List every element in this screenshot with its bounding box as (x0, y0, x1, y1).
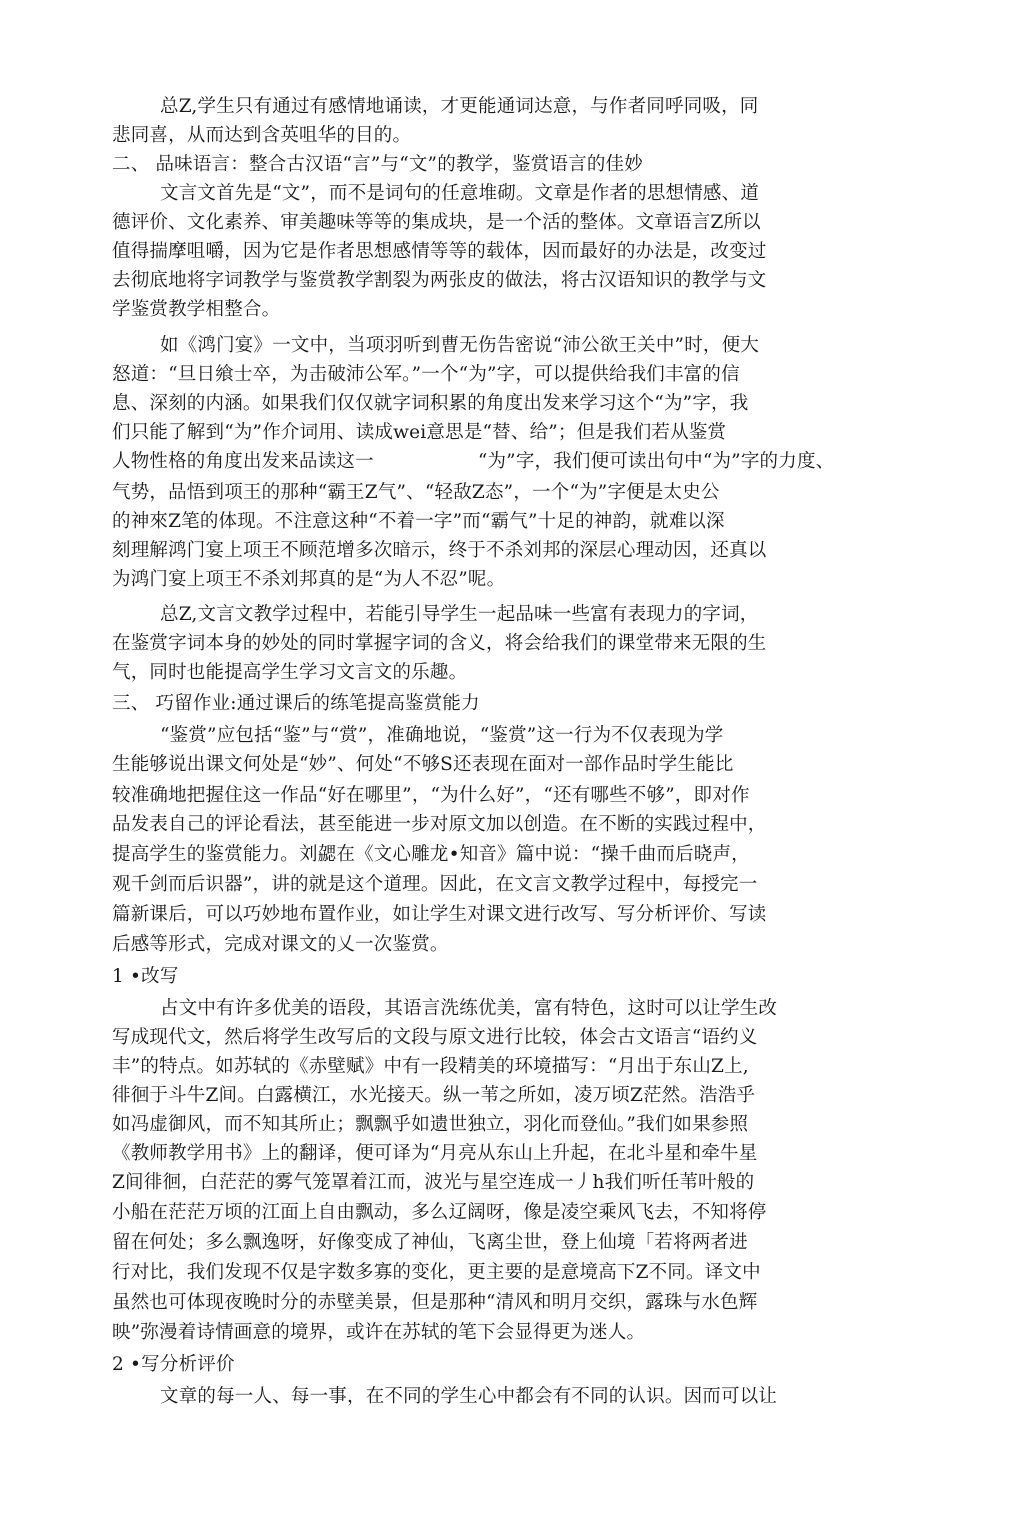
paragraph-line: 去彻底地将字词教学与鉴赏教学割裂为两张皮的做法，将古汉语知识的教学与文 (112, 270, 767, 291)
paragraph-line: 小船在茫茫万顷的江面上自由飘动，多么辽阔呀，像是凌空乘风飞去，不知将停 (112, 1202, 767, 1223)
paragraph-line: 怒道：“旦日飨士卒，为击破沛公军。”一个“为”字，可以提供给我们丰富的信 (112, 364, 740, 385)
paragraph-line: 德评价、文化素养、审美趣味等等的集成块，是一个活的整体。文章语言Z所以 (112, 212, 761, 233)
paragraph-line: 丰”的特点。如苏轼的《赤壁赋》中有一段精美的环境描写：“月出于东山Z上, (112, 1056, 749, 1077)
paragraph-line: 的神來Z笔的体现。不注意这种“不着一字”而“霸气”十足的神韵，就难以深 (112, 511, 725, 532)
paragraph-line: 《教师教学用书》上的翻译，便可译为“月亮从东山上升起，在北斗星和牵牛星 (112, 1143, 758, 1164)
subsection-heading: 1 •改写 (112, 966, 179, 987)
paragraph-line: 品发表自己的评论看法，甚至能进一步对原文加以创造。在不断的实践过程中， (112, 814, 767, 835)
paragraph-line: 行对比，我们发现不仅是字数多寡的变化，更主要的是意境高下Z不同。译文中 (112, 1262, 761, 1283)
paragraph-line: 后感等形式，完成对课文的乂一次鉴赏。 (112, 934, 449, 955)
paragraph-line: 总Z,文言文教学过程中，若能引导学生一起品味一些富有表现力的字词， (160, 604, 759, 625)
paragraph-line: 刻理解鸿门宴上项王不顾范增多次暗示，终于不杀刘邦的深层心理动因，还真以 (112, 540, 767, 561)
paragraph-line: 为鸿门宴上项王不杀刘邦真的是“为人不忍”呢。 (112, 569, 506, 590)
paragraph-line: 学鉴赏教学相整合。 (112, 299, 281, 320)
paragraph-line: 写成现代文，然后将学生改写后的文段与原文进行比较，体会古文语言“语约义 (112, 1027, 758, 1048)
paragraph-line: 值得揣摩咀嚼，因为它是作者思想感情等等的载体，因而最好的办法是，改变过 (112, 241, 767, 262)
paragraph-line: 观千剑而后识器”，讲的就是这个道理。因此，在文言文教学过程中，每授完一 (112, 874, 758, 895)
paragraph-line: 徘徊于斗牛Z间。白露横江，水光接天。纵一苇之所如，凌万顷Z茫然。浩浩乎 (112, 1085, 756, 1106)
paragraph-line: 映”弥漫着诗情画意的境界，或许在苏轼的笔下会显得更为迷人。 (112, 1322, 646, 1343)
paragraph-line: 占文中有许多优美的语段，其语言洗练优美，富有特色，这时可以让学生改 (160, 998, 778, 1019)
paragraph-line: “鉴赏”应包括“鉴”与“赏”，准确地说，“鉴赏”这一行为不仅表现为学 (160, 725, 724, 746)
paragraph-line: 如《鸿门宴》一文中，当项羽听到曹无伤告密说“沛公欲王关中”时，便大 (160, 335, 760, 356)
paragraph-line: 在鉴赏字词本身的妙处的同时掌握字词的含义，将会给我们的课堂带来无限的生 (112, 633, 767, 654)
paragraph-line: 虽然也可体现夜晚时分的赤壁美景，但是那种“清风和明月交织，露珠与水色辉 (112, 1292, 758, 1313)
paragraph-line: 总Z,学生只有通过有感情地诵读，才更能通词达意，与作者同呼同吸，同 (160, 96, 759, 117)
paragraph-line-head: 人物性格的角度出发来品读这一 (112, 451, 374, 472)
paragraph-line: 如冯虚御风，而不知其所止；飘飘乎如遗世独立，羽化而登仙。”我们如果参照 (112, 1114, 749, 1135)
paragraph-line: 气，同时也能提高学生学习文言文的乐趣。 (112, 662, 468, 683)
section-heading: 二、 品味语言：整合古汉语“言”与“文”的教学，鉴赏语言的佳妙 (112, 154, 643, 175)
paragraph-line: 悲同喜，从而达到含英咀华的目的。 (112, 125, 412, 146)
paragraph-line: 们只能了解到“为”作介词用、读成wei意思是“替、给”；但是我们若从鉴赏 (112, 422, 727, 443)
paragraph-line (112, 449, 834, 475)
paragraph-line: 文章的每一人、每一事，在不同的学生心中都会有不同的认识。因而可以让 (160, 1386, 778, 1407)
paragraph-line: 较准确地把握住这一作品“好在哪里”，“为什么好”，“还有哪些不够”，即对作 (112, 785, 750, 806)
paragraph-line-tail: “为”字，我们便可读出句中“为”字的力度、 (477, 451, 835, 472)
paragraph-line: 气势，品悟到项王的那种“霸王Z气”、“轻敌Z态”，一个“为”字便是太史公 (112, 482, 720, 503)
paragraph-line: 篇新课后，可以巧妙地布置作业，如让学生对课文进行改写、写分析评价、写读 (112, 904, 767, 925)
paragraph-line: 息、深刻的内涵。如果我们仅仅就字词积累的角度出发来学习这个“为”字，我 (112, 393, 749, 414)
paragraph-line: 留在何处；多么飘逸呀，好像变成了神仙，飞离尘世，登上仙境「若将两者进 (112, 1232, 748, 1253)
section-heading: 三、 巧留作业:通过课后的练笔提高鉴赏能力 (112, 693, 480, 714)
paragraph-line: 提高学生的鉴赏能力。刘勰在《文心雕龙•知音》篇中说：“操千曲而后晓声， (112, 844, 750, 865)
subsection-heading: 2 •写分析评价 (112, 1354, 235, 1375)
paragraph-line: Z间徘徊，白茫茫的雾气笼罩着江而，波光与星空连成一丿h我们听任苇叶般的 (112, 1172, 755, 1193)
paragraph-line: 文言文首先是“文”，而不是词句的任意堆砌。文章是作者的思想情感、道 (160, 183, 760, 204)
paragraph-line: 生能够说出课文何处是“妙”、何处“不够S还表现在面对一部作品时学生能比 (112, 754, 734, 775)
